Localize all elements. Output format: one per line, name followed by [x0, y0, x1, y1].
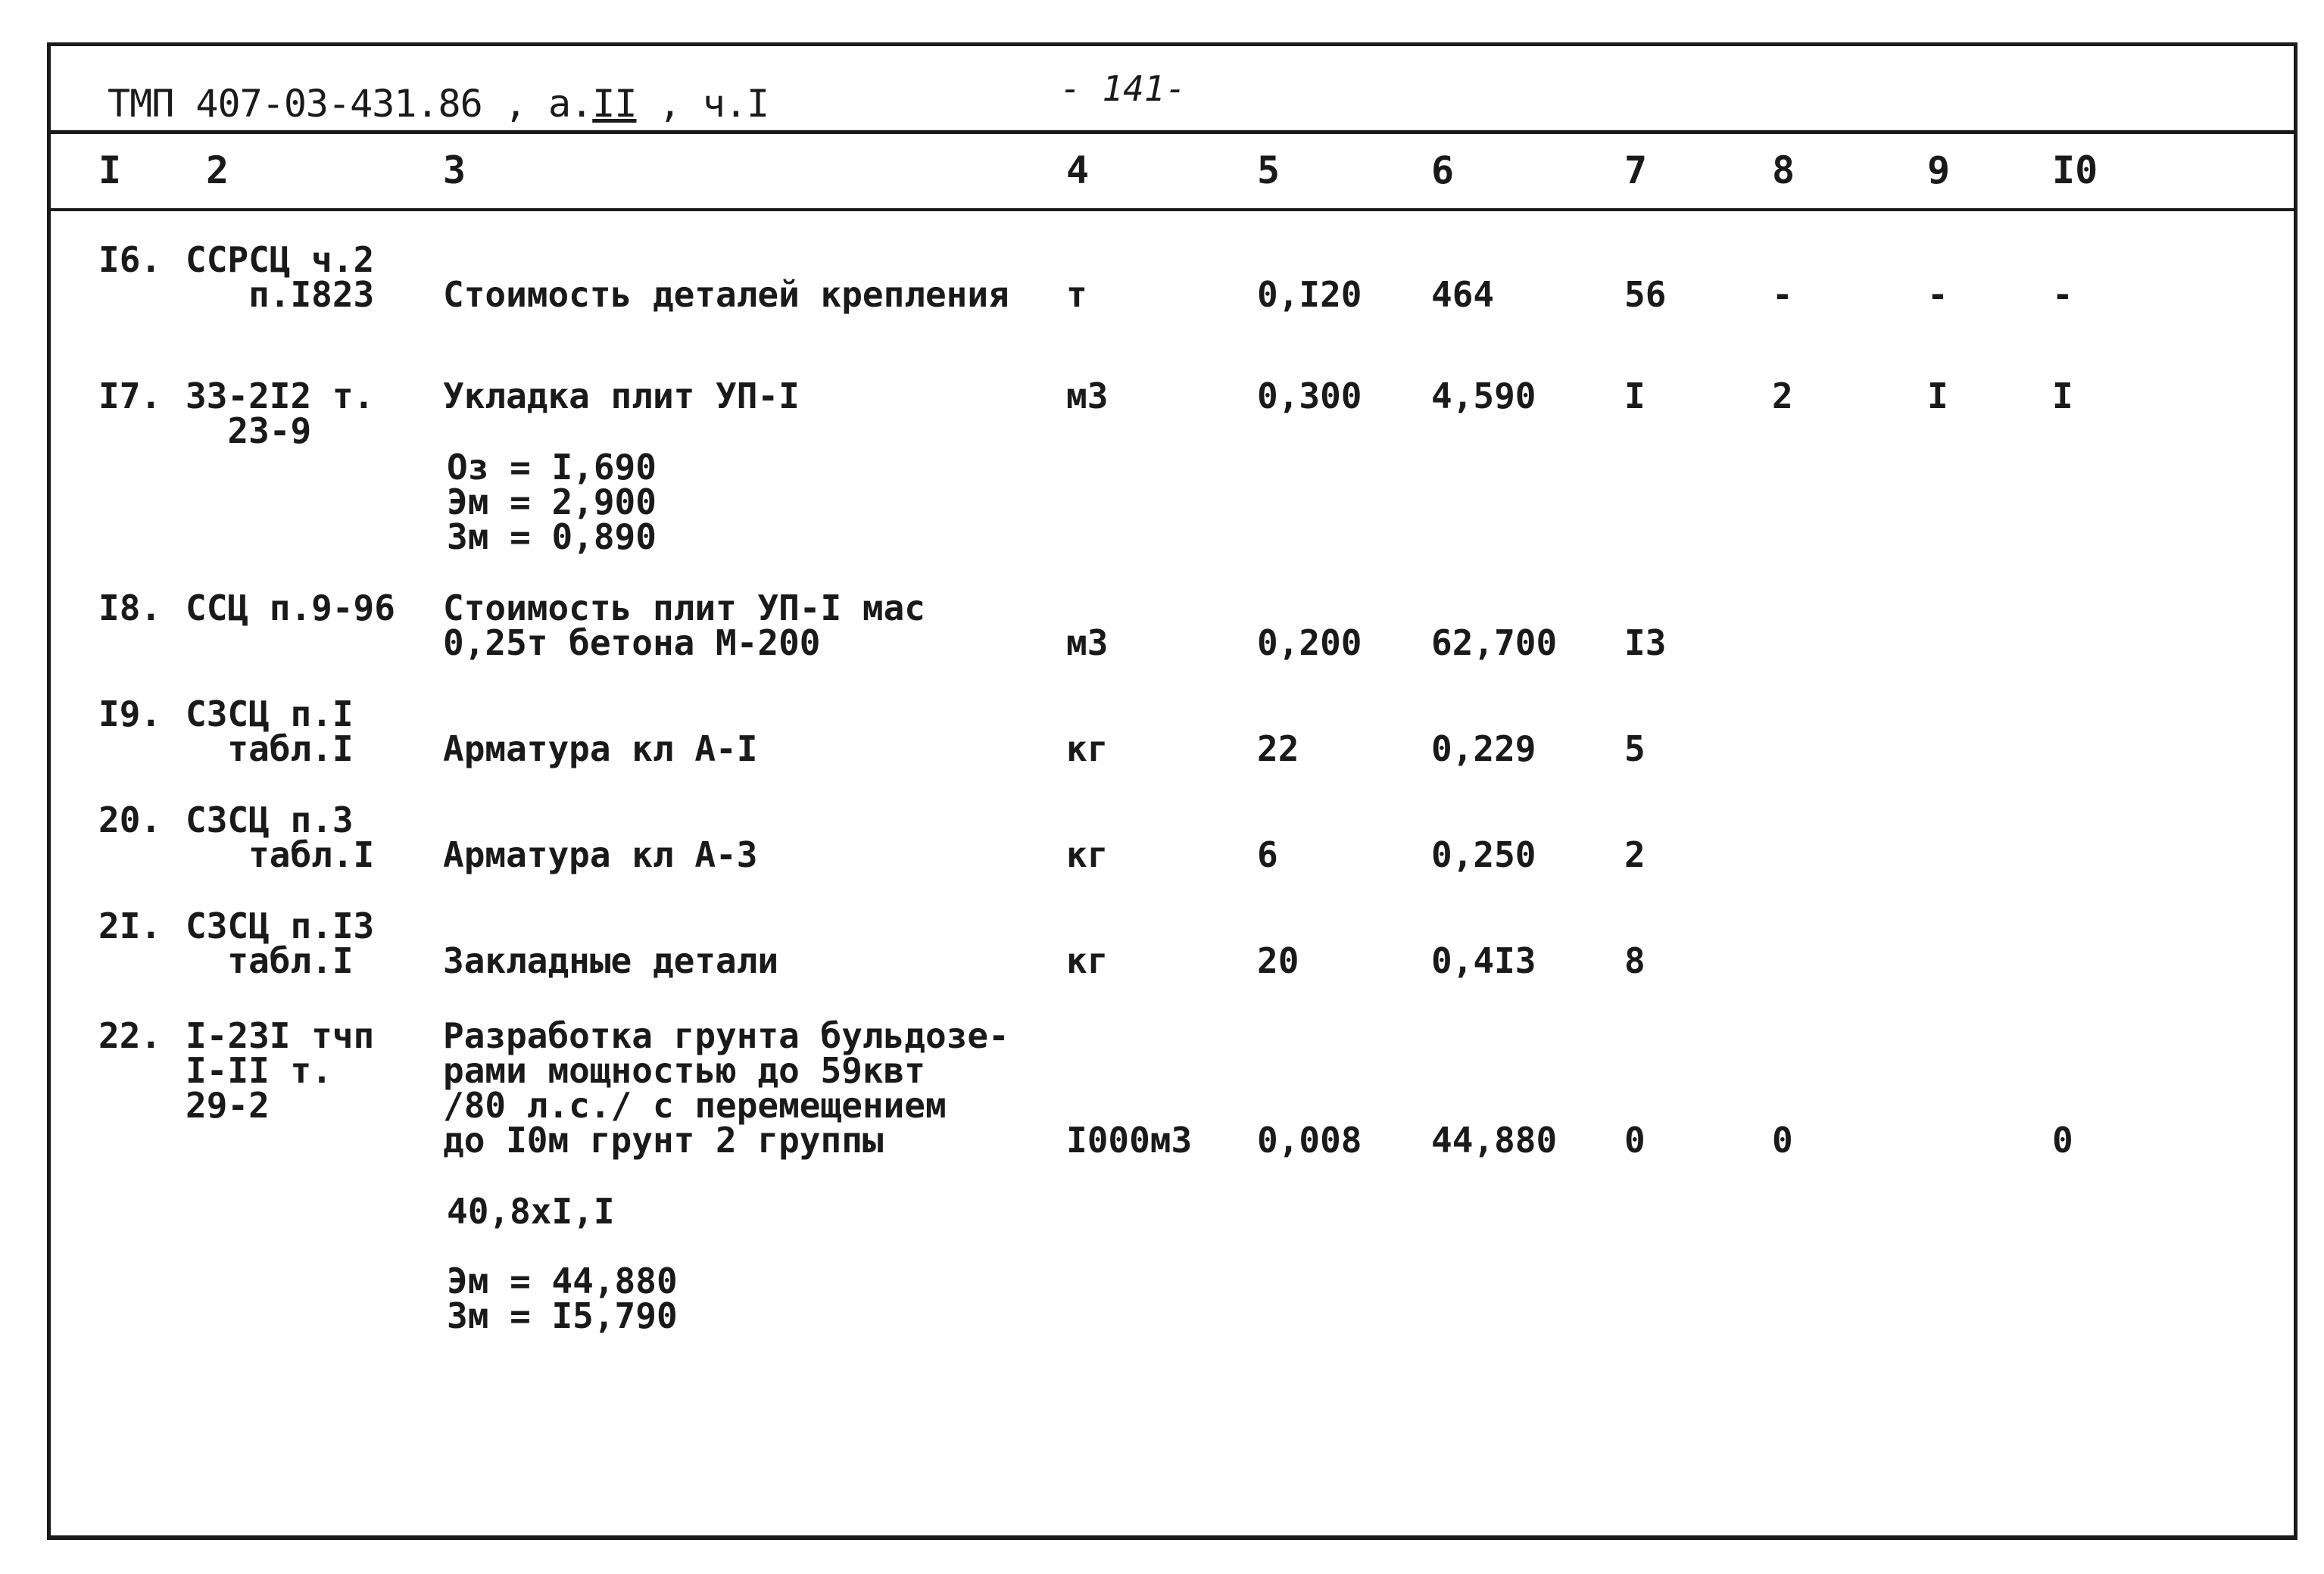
unit-cell: м3	[1066, 376, 1109, 416]
norm-reference: табл.I	[186, 940, 354, 981]
page-number: - 141-	[1060, 68, 1187, 109]
header-top-rule	[47, 130, 2297, 134]
column-header-6: 6	[1431, 148, 1455, 192]
unit-cost-cell: 0,229	[1431, 728, 1536, 769]
column-header-5: 5	[1257, 148, 1281, 192]
row-number: I7.	[98, 376, 162, 416]
column-header-10: I0	[2052, 148, 2098, 192]
work-description: до I0м грунт 2 группы	[443, 1120, 884, 1161]
header-bottom-rule	[47, 208, 2297, 211]
unit-cell: кг	[1066, 940, 1109, 981]
row-number: 2I.	[98, 905, 162, 946]
col9-cell: I	[1927, 376, 1948, 416]
work-description: Стоимость плит УП-I мас	[443, 588, 925, 628]
calc-note: Зм = 0,890	[447, 516, 657, 557]
col10-cell: I	[2052, 376, 2073, 416]
norm-reference: СЗСЦ п.I3	[186, 905, 375, 946]
total-cost-cell: 2	[1624, 834, 1646, 875]
norm-reference: табл.I	[186, 728, 354, 769]
unit-cost-cell: 464	[1431, 274, 1495, 315]
unit-cost-cell: 44,880	[1431, 1120, 1558, 1161]
norm-reference: I-II т.	[186, 1050, 332, 1091]
row-number: 22.	[98, 1015, 162, 1056]
col10-cell: 0	[2052, 1120, 2073, 1161]
norm-reference: ССЦ п.9-96	[186, 588, 395, 628]
stamp-album: II	[592, 82, 637, 126]
document-stamp	[108, 82, 769, 126]
stamp-code: ТМП 407-03-431.86 , а.	[108, 82, 593, 126]
col10-cell: -	[2052, 274, 2073, 315]
total-cost-cell: 5	[1624, 728, 1646, 769]
col8-cell: 0	[1772, 1120, 1793, 1161]
unit-cost-cell: 62,700	[1431, 622, 1558, 663]
unit-cost-cell: 0,250	[1431, 834, 1536, 875]
col8-cell: -	[1772, 274, 1793, 315]
total-cost-cell: 0	[1624, 1120, 1646, 1161]
stamp-part: , ч.I	[636, 82, 769, 126]
col9-cell: -	[1927, 274, 1948, 315]
quantity-cell: 0,200	[1257, 622, 1362, 663]
work-description: Арматура кл А-I	[443, 728, 758, 769]
norm-reference: СЗСЦ п.I	[186, 693, 354, 734]
calc-note: Эм = 2,900	[447, 482, 657, 522]
norm-reference: п.I823	[186, 274, 375, 315]
work-description: Разработка грунта бульдозе-	[443, 1015, 1009, 1056]
quantity-cell: 22	[1257, 728, 1299, 769]
norm-reference: 23-9	[186, 410, 312, 451]
quantity-cell: 0,300	[1257, 376, 1362, 416]
row-number: I8.	[98, 588, 162, 628]
work-description: Арматура кл А-3	[443, 834, 758, 875]
column-header-9: 9	[1927, 148, 1951, 192]
unit-cell: I000м3	[1066, 1120, 1193, 1161]
work-description: Укладка плит УП-I	[443, 376, 800, 416]
column-header-4: 4	[1066, 148, 1090, 192]
row-number: I6.	[98, 239, 162, 280]
norm-reference: 33-2I2 т.	[186, 376, 375, 416]
total-cost-cell: I	[1624, 376, 1646, 416]
unit-cost-cell: 0,4I3	[1431, 940, 1536, 981]
quantity-cell: 0,008	[1257, 1120, 1362, 1161]
unit-cost-cell: 4,590	[1431, 376, 1536, 416]
unit-cell: т	[1066, 274, 1087, 315]
norm-reference: СЗСЦ п.3	[186, 799, 354, 840]
work-description: Стоимость деталей крепления	[443, 274, 1009, 315]
work-description: /80 л.с./ с перемещением	[443, 1085, 947, 1126]
norm-reference: ССРСЦ ч.2	[186, 239, 375, 280]
document-frame	[47, 42, 2297, 1540]
column-header-8: 8	[1772, 148, 1795, 192]
work-description: рами мощностью до 59квт	[443, 1050, 925, 1091]
work-description: 0,25т бетона М-200	[443, 622, 821, 663]
calc-note: 40,8хI,I	[447, 1191, 615, 1232]
row-number: 20.	[98, 799, 162, 840]
quantity-cell: 20	[1257, 940, 1299, 981]
work-description: Закладные детали	[443, 940, 779, 981]
quantity-cell: 0,I20	[1257, 274, 1362, 315]
norm-reference: I-23I тчп	[186, 1015, 375, 1056]
total-cost-cell: 8	[1624, 940, 1646, 981]
col8-cell: 2	[1772, 376, 1793, 416]
quantity-cell: 6	[1257, 834, 1278, 875]
total-cost-cell: I3	[1624, 622, 1667, 663]
column-header-1: I	[98, 148, 122, 192]
norm-reference: табл.I	[186, 834, 375, 875]
column-header-2: 2	[206, 148, 229, 192]
norm-reference: 29-2	[186, 1085, 270, 1126]
calc-note: Эм = 44,880	[447, 1261, 678, 1301]
unit-cell: м3	[1066, 622, 1109, 663]
column-header-7: 7	[1624, 148, 1648, 192]
total-cost-cell: 56	[1624, 274, 1667, 315]
calc-note: Оз = I,690	[447, 447, 657, 488]
row-number: I9.	[98, 693, 162, 734]
calc-note: Зм = I5,790	[447, 1295, 678, 1336]
unit-cell: кг	[1066, 834, 1109, 875]
column-header-3: 3	[443, 148, 466, 192]
unit-cell: кг	[1066, 728, 1109, 769]
